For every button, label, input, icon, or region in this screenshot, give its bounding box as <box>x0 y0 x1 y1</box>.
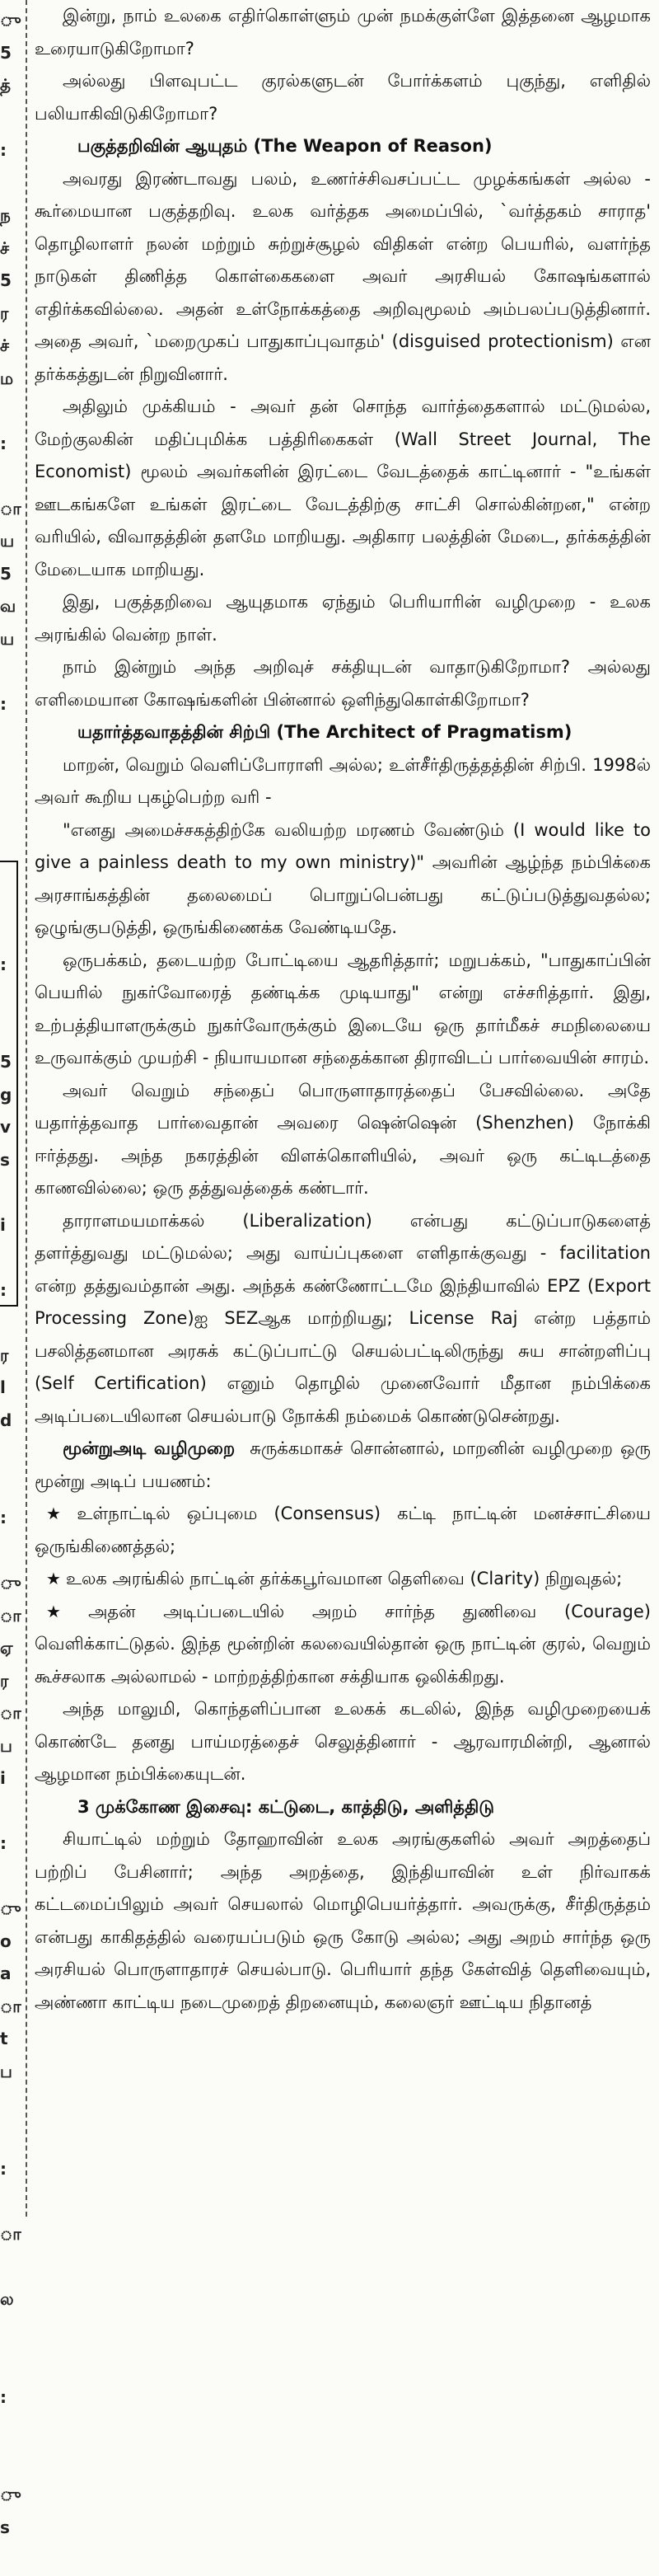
gutter-char <box>0 883 16 916</box>
gutter-char: : <box>0 2386 7 2407</box>
bullet-text: உலக அரங்கில் நாட்டின் தர்க்கபூர்வமான தெளிவை (Clarity) நிறுவுதல்; <box>65 1569 623 1588</box>
gutter-char <box>0 2543 16 2576</box>
gutter-char <box>0 2316 16 2348</box>
gutter-char: : <box>0 433 7 453</box>
section-heading-architect-of-pragmatism: யதார்த்தவாதத்தின் சிற்பி (The Architect of Pragmatism) <box>77 722 573 742</box>
gutter-char: l <box>0 1377 6 1397</box>
gutter-char: 5 <box>0 42 12 63</box>
gutter-char: ச் <box>0 335 10 355</box>
bullet-text: அதன் அடிப்படையில் அறம் சார்ந்த துணிவை (Courage) வெளிக்காட்டுதல். இந்த மூன்றின் கலவையில்தான் ஒரு நாட்டின் குரல், வெறும் கூச்சலாக அல்லாமல் - மாற்றத்திற்கான சக்தியாக ஒலிக்கிறது. <box>35 1601 651 1687</box>
column-divider <box>26 0 27 2217</box>
section1-paragraph-3: இது, பகுத்தறிவை ஆயுதமாக ஏந்தும் பெரியாரின் வழிமுறை - உலக அரங்கில் வென்ற நாள். <box>35 592 651 645</box>
gutter-char <box>0 167 16 199</box>
gutter-char: 5 <box>0 270 12 290</box>
gutter-char: வ <box>0 596 16 616</box>
gutter-char <box>0 394 16 427</box>
gutter-char: : <box>0 1833 7 1853</box>
method-paragraph <box>35 1433 651 1498</box>
gutter-char: : <box>0 2159 7 2179</box>
gutter-char: s <box>0 1149 10 1170</box>
gutter-char: ந <box>0 205 11 225</box>
gutter-char: ா <box>0 1703 21 1723</box>
gutter-char <box>0 980 16 1013</box>
intro-paragraph-2: அல்லது பிளவுபட்ட குரல்களுடன் போர்க்களம் புகுந்து, எளிதில் பலியாகிவிடுகிறோமா? <box>35 71 651 124</box>
section2-paragraph-1: மாறன், வெறும் வெளிப்போராளி அல்ல; உள்சீர்திருத்தத்தின் சிற்பி. 1998ல் அவர் கூறிய புகழ்பெற்ற வரி - <box>35 754 651 807</box>
gutter-char <box>0 1795 16 1828</box>
gutter-char: : <box>0 140 7 160</box>
gutter-char <box>0 2185 16 2218</box>
article-column <box>35 0 651 2217</box>
gutter-char: ர <box>0 1670 9 1691</box>
section4-paragraph-1: சியாட்டில் மற்றும் தோஹாவின் உலக அரங்குகளில் அவர் அறத்தைப் பற்றிப் பேசினார்; அந்த அறத்தை, இந்தியாவின் உள் நிர்வாகக் கட்டமைப்பிலும் அவர் செயலால் மொழிபெயர்த்தார். அவருக்கு, சீர்திருத்தம் என்பது காகிதத்தில் வரையப்படும் ஒரு கோடு அல்ல; அது அறம் சார்ந்த ஒரு அரசியல் பொருளாதாரச் செயல்பாடு. பெரியார் தந்த கேள்வித் தெளிவையும், அண்ணா காட்டிய நடைமுறைத் திறனையும், கலைஞர் ஊட்டிய நிதானத் <box>35 1829 651 2012</box>
section-heading-triangle: 3 முக்கோண இசைவு: கட்டுடை, காத்திடு, அளித்திடு <box>77 1796 495 1817</box>
gutter-box-bottom <box>0 1305 18 1307</box>
gutter-char: d <box>0 1410 12 1430</box>
gutter-char <box>0 1469 16 1502</box>
star-icon: ★ <box>46 1569 61 1588</box>
gutter-char: : <box>0 693 7 714</box>
star-icon: ★ <box>46 1601 84 1621</box>
gutter-char: o <box>0 1931 12 1951</box>
gutter-box-side <box>16 861 18 1306</box>
gutter-char <box>0 818 16 851</box>
section2-paragraph-2: ஒருபக்கம், தடையற்ற போட்டியை ஆதரித்தார்; மறுபக்கம், "பாதுகாப்பின் பெயரில் நுகர்வோரைத் தண்டிக்க முடியாது" என்று எச்சரித்தார். இது, உற்பத்தியாளருக்கும் நுகர்வோருக்கும் இடையே ஒரு தார்மீகச் சமநிலையை உருவாக்கும் முயற்சி - நியாயமான சந்தைக்கான திராவிடப் பார்வையின் சாரம். <box>35 950 651 1067</box>
gutter-char <box>0 785 16 818</box>
gutter-char: ா <box>0 2224 21 2244</box>
gutter-char: a <box>0 1964 12 1983</box>
star-icon: ★ <box>46 1504 72 1523</box>
section2-paragraph-3: அவர் வெறும் சந்தைப் பொருளாதாரத்தைப் பேசவில்லை. அதே யதார்த்தவாத பார்வைதான் அவரை ஷென்ஷென் (Shenzhen) நோக்கி ஈர்த்தது. அந்த நகரத்தின் விளக்கொளியில், அவர் ஒரு கட்டிடத்தை காணவில்லை; ஒரு தத்துவத்தைக் கண்டார். <box>35 1080 651 1198</box>
gutter-char: ல <box>0 2289 14 2309</box>
gutter-char: ர <box>0 303 9 323</box>
gutter-char <box>0 1534 16 1567</box>
bullet-text: உள்நாட்டில் ஒப்புமை (Consensus) கட்டி நாட்டின் மனச்சாட்சியை ஒருங்கிணைத்தல்; <box>35 1504 651 1556</box>
gutter-char <box>0 459 16 492</box>
gutter-char: ு <box>0 2485 21 2504</box>
gutter-char <box>0 2250 16 2283</box>
gutter-char: ர <box>0 1344 9 1365</box>
gutter-char <box>0 1175 16 1208</box>
gutter-char: ய <box>0 628 15 649</box>
gutter-char: ு <box>0 10 21 30</box>
gutter-char <box>0 720 16 753</box>
gutter-char: : <box>0 1508 7 1527</box>
gutter-char <box>0 655 16 687</box>
gutter-char <box>0 1436 16 1469</box>
gutter-char: த் <box>0 75 12 95</box>
gutter-char <box>0 850 16 883</box>
gutter-char <box>0 1013 16 1046</box>
gutter-char <box>0 2348 16 2381</box>
gutter-char: t <box>0 2029 8 2048</box>
bullet-item <box>35 1596 651 1694</box>
section1-paragraph-1: அவரது இரண்டாவது பலம், உணர்ச்சிவசப்பட்ட முழக்கங்கள் அல்ல - கூர்மையான பகுத்தறிவு. உலக வர்த்தக அமைப்பில், `வர்த்தகம் சாராத' தொழிலாளர் நலன் மற்றும் சுற்றுச்சூழல் விதிகள் என்ற பெயரில், வளர்ந்த நாடுகள் திணித்த கொள்கைகளை அவர் அரசியல் கோஷங்களால் எதிர்க்கவில்லை. அதன் உள்நோக்கத்தை அறிவுமூலம் அம்பலப்படுத்தினார். அதை அவர், `மறைமுகப் பாதுகாப்புவாதம்' (disguised protectionism) என தர்க்கத்துடன் நிறுவினார். <box>35 168 651 384</box>
gutter-char <box>0 1860 16 1893</box>
gutter-char <box>0 915 16 948</box>
gutter-char: 5 <box>0 1052 12 1072</box>
gutter-char <box>0 1241 16 1274</box>
method-rest: சுருக்கமாகச் சொன்னால், மாறனின் வழிமுறை ஒரு மூன்று அடிப் பயணம்: <box>35 1438 652 1491</box>
gutter-char: : <box>0 954 7 974</box>
gutter-char: ு <box>0 1573 21 1593</box>
bullet-item <box>35 1498 651 1563</box>
gutter-char: ப <box>0 1735 12 1756</box>
section3-paragraph-1: அந்த மாலுமி, கொந்தளிப்பான உலகக் கடலில், இந்த வழிமுறையைக் கொண்டே தனது பாய்மரத்தைச் செலுத்தினார் - ஆரவாரமின்றி, ஆனால் ஆழமான நம்பிக்கையுடன். <box>35 1699 651 1784</box>
gutter-char: ய <box>0 531 15 551</box>
intro-paragraph-1: இன்று, நாம் உலகை எதிர்கொள்ளும் முன் நமக்குள்ளே இத்தனை ஆழமாக உரையாடுகிறோமா? <box>35 6 651 59</box>
bullet-item <box>35 1563 651 1596</box>
gutter-char <box>0 101 16 134</box>
gutter-char: 5 <box>0 563 12 584</box>
gutter-char: i <box>0 1768 6 1788</box>
section-heading-weapon-of-reason: பகுத்தறிவின் ஆயுதம் (The Weapon of Reason) <box>77 136 493 156</box>
gutter-char <box>0 1306 16 1339</box>
gutter-char: ு <box>0 1898 21 1918</box>
section2-paragraph-4: தாராளமயமாக்கல் (Liberalization) என்பது கட்டுப்பாடுகளைத் தளர்த்துவது மட்டுமல்ல; அது வாய்ப்புகளை எளிதாக்குவது - facilitation என்ற தத்துவம்தான் அது. அந்தக் கண்ணோட்டமே இந்தியாவில் EPZ (Export Processing Zone)ஐ SEZஆக மாற்றியது; License Raj என்ற பத்தாம் பசலித்தனமான அரசுக் கட்டுப்பாட்டு செயல்பட்டிலிருந்து சுய சான்றளிப்பு (Self Certification) எனும் தொழில் முனைவோர் மீதான நம்பிக்கை அடிப்படையிலான செயல்பாடு நோக்கி நம்மைக் கொண்டுசென்றது. <box>35 1210 651 1426</box>
gutter-char: i <box>0 1214 6 1235</box>
gutter-box-top <box>0 861 18 862</box>
left-gutter-fragments <box>0 0 21 2537</box>
gutter-char <box>0 2413 16 2446</box>
gutter-char: v <box>0 1117 12 1137</box>
gutter-char: ம <box>0 368 14 388</box>
section1-paragraph-2: அதிலும் முக்கியம் - அவர் தன் சொந்த வார்த்தைகளால் மட்டுமல்ல, மேற்குலகின் மதிப்புமிக்க பத்திரிகைகள் (Wall Street Journal, The Economist) மூலம் அவர்களின் இரட்டை வேடத்தைக் காட்டினார் - "உங்கள் ஊடகங்களே உங்கள் இரட்டை வேடத்திற்கு சாட்சி சொல்கின்றன," என்ற வரியில், விவாதத்தின் தளமே மாறியது. அதிகார பலத்தின் மேடை, தர்க்கத்தின் மேடையாக மாறியது. <box>35 396 651 579</box>
section1-paragraph-4: நாம் இன்றும் அந்த அறிவுச் சக்தியுடன் வாதாடுகிறோமா? அல்லது எளிமையான கோஷங்களின் பின்னால் ஒளிந்துகொள்கிறோமா? <box>35 657 651 710</box>
gutter-char <box>0 2120 16 2153</box>
gutter-char: ா <box>0 498 21 518</box>
gutter-char: : <box>0 1279 7 1300</box>
gutter-char: ப <box>0 2061 12 2081</box>
gutter-char: ஏ <box>0 1638 13 1658</box>
gutter-char: ா <box>0 1996 21 2016</box>
gutter-char <box>0 2446 16 2479</box>
gutter-char <box>0 2087 16 2120</box>
gutter-char: s <box>0 2517 10 2537</box>
gutter-char: g <box>0 1084 12 1105</box>
method-lead: மூன்றுஅடி வழிமுறை <box>63 1438 236 1458</box>
gutter-char <box>0 753 16 786</box>
section2-quote: "எனது அமைச்சகத்திற்கே வலியற்ற மரணம் வேண்டும் (I would like to give a painless death to my own ministry)" அவரின் ஆழ்ந்த நம்பிக்கை அரசாங்கத்தின் தலைமைப் பொறுப்பென்பது கட்டுப்படுத்துவதல்ல; ஒழுங்குபடுத்தி, ஒருங்கிணைக்க வேண்டியதே. <box>35 819 651 937</box>
gutter-char: ா <box>0 1605 21 1626</box>
gutter-char: ச் <box>0 237 10 258</box>
